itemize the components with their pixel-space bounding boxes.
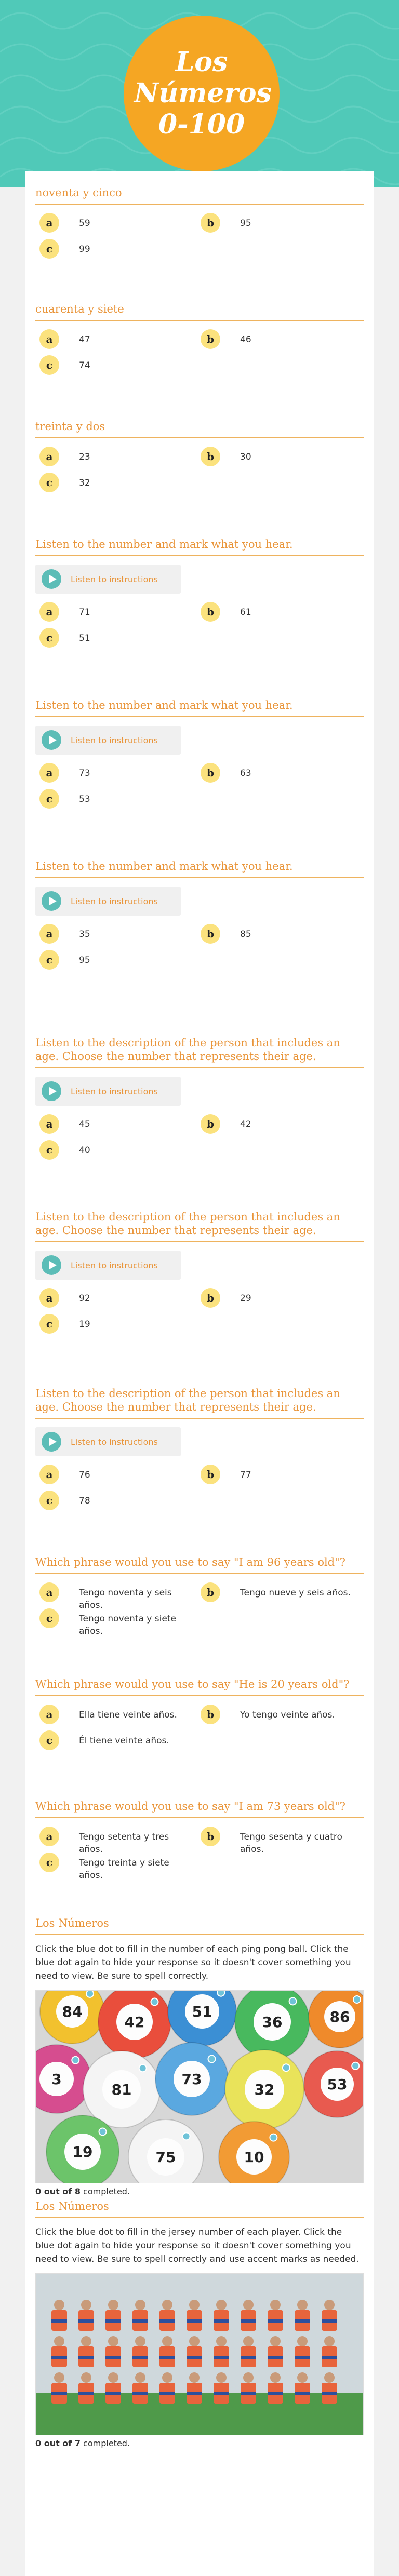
completion-status bbox=[35, 2438, 364, 2448]
answer-letter-badge: a bbox=[39, 213, 59, 233]
ping-pong-ball bbox=[98, 1991, 171, 2058]
answer-option-b[interactable] bbox=[201, 1582, 356, 1602]
answer-text: 32 bbox=[79, 478, 90, 488]
answer-letter-badge: b bbox=[201, 1114, 220, 1134]
ball-number: 51 bbox=[192, 2003, 212, 2020]
question-8 bbox=[35, 1210, 364, 1340]
question-5 bbox=[35, 699, 364, 815]
answer-option-a[interactable] bbox=[39, 1465, 195, 1484]
ball-number: 36 bbox=[262, 2014, 283, 2031]
listen-instructions-button[interactable] bbox=[35, 726, 181, 755]
answer-text: 51 bbox=[79, 633, 90, 643]
answer-text: 78 bbox=[79, 1496, 90, 1506]
answer-letter-badge: c bbox=[39, 1608, 59, 1628]
listen-instructions-button[interactable] bbox=[35, 1251, 181, 1280]
question-title: Listen to the number and mark what you hear. bbox=[35, 538, 364, 556]
answer-text: 99 bbox=[79, 244, 90, 254]
answer-text: 77 bbox=[240, 1470, 251, 1480]
answer-option-c[interactable] bbox=[39, 473, 195, 492]
answer-list bbox=[35, 213, 364, 265]
ping-pong-ball bbox=[304, 2051, 364, 2117]
answer-letter-badge: b bbox=[201, 213, 220, 233]
question-title: Which phrase would you use to say "I am 96 years old"? bbox=[35, 1555, 364, 1574]
completion-suffix: completed. bbox=[80, 2186, 130, 2196]
answer-text: Él tiene veinte años. bbox=[79, 1736, 169, 1746]
answer-letter-badge: b bbox=[201, 1465, 220, 1484]
listen-label: Listen to instructions bbox=[71, 735, 158, 745]
answer-letter-badge: c bbox=[39, 789, 59, 809]
answer-list bbox=[35, 329, 364, 381]
answer-letter-badge: b bbox=[201, 1827, 220, 1846]
answer-text: 74 bbox=[79, 360, 90, 371]
answer-option-b[interactable] bbox=[201, 447, 356, 466]
listen-instructions-button[interactable] bbox=[35, 565, 181, 594]
question-title: Listen to the number and mark what you hear. bbox=[35, 699, 364, 717]
blue-dot-hotspot[interactable] bbox=[270, 2134, 277, 2141]
answer-text: 61 bbox=[240, 607, 251, 618]
blue-dot-hotspot[interactable] bbox=[352, 2062, 359, 2070]
activity-1 bbox=[35, 1916, 364, 2196]
completion-count: 0 out of 8 bbox=[35, 2186, 81, 2196]
answer-option-b[interactable] bbox=[201, 1827, 356, 1856]
answer-option-a[interactable] bbox=[39, 329, 195, 349]
answer-text: 76 bbox=[79, 1470, 90, 1480]
answer-letter-badge: c bbox=[39, 628, 59, 648]
question-1 bbox=[35, 186, 364, 265]
answer-text: Tengo sesenta y cuatro años. bbox=[240, 1832, 342, 1855]
question-2 bbox=[35, 302, 364, 381]
ping-pong-ball bbox=[235, 1991, 310, 2059]
answer-letter-badge: a bbox=[39, 1705, 59, 1724]
answer-list bbox=[35, 924, 364, 976]
answer-option-c[interactable] bbox=[39, 1608, 195, 1638]
balls-illustration bbox=[36, 1991, 364, 2183]
activity-instructions: Click the blue dot to fill in the number of each ping pong ball. Click the blue dot again to hide your response so it doesn't cover something you need to view. Be sure to spell correctly. bbox=[35, 1944, 351, 1981]
answer-letter-badge: b bbox=[201, 329, 220, 349]
ball-number: 73 bbox=[181, 2071, 202, 2088]
listen-instructions-button[interactable] bbox=[35, 1077, 181, 1106]
answer-letter-badge: a bbox=[39, 1465, 59, 1484]
question-12 bbox=[35, 1800, 364, 1879]
answer-letter-badge: a bbox=[39, 1827, 59, 1846]
question-3 bbox=[35, 420, 364, 499]
answer-option-b[interactable] bbox=[201, 1465, 356, 1484]
answer-option-c[interactable] bbox=[39, 355, 195, 375]
answer-text: 19 bbox=[79, 1319, 90, 1330]
question-11 bbox=[35, 1678, 364, 1756]
ball-number: 86 bbox=[329, 2008, 350, 2025]
answer-list bbox=[35, 1114, 364, 1166]
question-7 bbox=[35, 1036, 364, 1166]
answer-letter-badge: b bbox=[201, 1705, 220, 1724]
answer-option-a[interactable] bbox=[39, 447, 195, 466]
blue-dot-hotspot[interactable] bbox=[283, 2064, 290, 2071]
answer-list bbox=[35, 602, 364, 654]
question-title: Listen to the description of the person that includes an age. Choose the number that represents their age. bbox=[35, 1387, 364, 1419]
question-4 bbox=[35, 538, 364, 654]
answer-text: Tengo noventa y siete años. bbox=[79, 1614, 176, 1636]
answer-text: 30 bbox=[240, 452, 251, 462]
answer-list bbox=[35, 1827, 364, 1879]
answer-option-a[interactable] bbox=[39, 1114, 195, 1134]
answer-text: 73 bbox=[79, 768, 90, 779]
answer-text: 47 bbox=[79, 334, 90, 345]
completion-count: 0 out of 7 bbox=[35, 2438, 81, 2448]
answer-text: 95 bbox=[240, 218, 251, 229]
play-icon bbox=[42, 1432, 61, 1452]
answer-letter-badge: a bbox=[39, 447, 59, 466]
ball-number: 3 bbox=[51, 2071, 62, 2088]
question-title: Which phrase would you use to say "He is 20 years old"? bbox=[35, 1678, 364, 1696]
ball-number: 81 bbox=[111, 2081, 132, 2098]
ping-pong-ball bbox=[83, 2051, 160, 2128]
blue-dot-hotspot[interactable] bbox=[353, 1996, 361, 2003]
play-icon bbox=[42, 891, 61, 911]
answer-text: 85 bbox=[240, 929, 251, 940]
question-title: Listen to the number and mark what you hear. bbox=[35, 860, 364, 878]
activity-instructions: Click the blue dot to fill in the jersey number of each player. Click the blue dot again to hide your response so it doesn't cover something you need to view. Be sure to spell correctly and use accent marks as needed. bbox=[35, 2227, 359, 2264]
listen-label: Listen to instructions bbox=[71, 574, 158, 584]
ball-number: 53 bbox=[327, 2076, 348, 2093]
play-icon bbox=[42, 569, 61, 589]
answer-option-a[interactable] bbox=[39, 763, 195, 783]
answer-option-b[interactable] bbox=[201, 763, 356, 783]
listen-instructions-button[interactable] bbox=[35, 887, 181, 916]
question-title: Listen to the description of the person that includes an age. Choose the number that represents their age. bbox=[35, 1036, 364, 1068]
activity-title: Los Números bbox=[35, 2199, 364, 2218]
listen-instructions-button[interactable] bbox=[35, 1427, 181, 1456]
answer-list bbox=[35, 1705, 364, 1756]
answer-option-c[interactable] bbox=[39, 1140, 195, 1160]
answer-text: 71 bbox=[79, 607, 90, 618]
ball-number: 42 bbox=[124, 2014, 145, 2031]
answer-letter-badge: c bbox=[39, 1853, 59, 1872]
answer-option-c[interactable] bbox=[39, 1730, 195, 1750]
answer-text: Tengo nueve y seis años. bbox=[240, 1588, 351, 1598]
play-icon bbox=[42, 730, 61, 750]
blue-dot-hotspot[interactable] bbox=[289, 1997, 297, 2005]
answer-list bbox=[35, 1582, 364, 1634]
answer-text: 40 bbox=[79, 1145, 90, 1156]
completion-status bbox=[35, 2186, 364, 2196]
answer-option-c[interactable] bbox=[39, 239, 195, 259]
answer-letter-badge: a bbox=[39, 1114, 59, 1134]
blue-dot-hotspot[interactable] bbox=[72, 2057, 79, 2064]
blue-dot-hotspot[interactable] bbox=[139, 2064, 147, 2072]
answer-text: 35 bbox=[79, 929, 90, 940]
answer-option-b[interactable] bbox=[201, 1705, 356, 1724]
ball-number: 84 bbox=[62, 2003, 83, 2020]
answer-text: 59 bbox=[79, 218, 90, 229]
answer-option-c[interactable] bbox=[39, 1853, 195, 1882]
answer-option-a[interactable] bbox=[39, 1705, 195, 1724]
soccer-team-image[interactable] bbox=[35, 2273, 364, 2435]
quiz-card bbox=[25, 171, 374, 2576]
answer-text: Yo tengo veinte años. bbox=[240, 1710, 335, 1720]
answer-letter-badge: c bbox=[39, 355, 59, 375]
answer-list bbox=[35, 1465, 364, 1517]
question-title: cuarenta y siete bbox=[35, 302, 364, 321]
answer-letter-badge: c bbox=[39, 473, 59, 492]
ping-pong-ball bbox=[46, 2115, 119, 2183]
answer-letter-badge: a bbox=[39, 602, 59, 622]
answer-letter-badge: b bbox=[201, 924, 220, 944]
answer-text: Tengo treinta y siete años. bbox=[79, 1858, 169, 1881]
blue-dot-hotspot[interactable] bbox=[217, 1991, 224, 1996]
listen-label: Listen to instructions bbox=[71, 1437, 158, 1447]
answer-letter-badge: c bbox=[39, 1140, 59, 1160]
title-circle bbox=[124, 16, 280, 171]
answer-option-b[interactable] bbox=[201, 924, 356, 944]
answer-option-a[interactable] bbox=[39, 1827, 195, 1856]
ping-pong-balls-image[interactable] bbox=[35, 1990, 364, 2183]
answer-text: 63 bbox=[240, 768, 251, 779]
play-icon bbox=[42, 1255, 61, 1275]
answer-letter-badge: b bbox=[201, 763, 220, 783]
answer-option-a[interactable] bbox=[39, 1582, 195, 1612]
answer-letter-badge: b bbox=[201, 1582, 220, 1602]
answer-letter-badge: a bbox=[39, 924, 59, 944]
answer-option-c[interactable] bbox=[39, 789, 195, 809]
answer-letter-badge: c bbox=[39, 239, 59, 259]
answer-option-c[interactable] bbox=[39, 950, 195, 970]
completion-suffix: completed. bbox=[80, 2438, 130, 2448]
answer-letter-badge: c bbox=[39, 1730, 59, 1750]
question-title: Listen to the description of the person that includes an age. Choose the number that represents their age. bbox=[35, 1210, 364, 1242]
question-10 bbox=[35, 1555, 364, 1634]
blue-dot-hotspot[interactable] bbox=[86, 1991, 94, 1997]
answer-option-b[interactable] bbox=[201, 213, 356, 233]
answer-text: 29 bbox=[240, 1293, 251, 1304]
answer-letter-badge: b bbox=[201, 447, 220, 466]
answer-letter-badge: c bbox=[39, 1491, 59, 1510]
answer-list bbox=[35, 1288, 364, 1340]
answer-text: 42 bbox=[240, 1119, 251, 1130]
answer-text: 23 bbox=[79, 452, 90, 462]
question-title: treinta y dos bbox=[35, 420, 364, 438]
answer-letter-badge: b bbox=[201, 1288, 220, 1308]
answer-text: Tengo noventa y seis años. bbox=[79, 1588, 172, 1611]
answer-list bbox=[35, 447, 364, 499]
question-title: Which phrase would you use to say "I am 73 years old"? bbox=[35, 1800, 364, 1818]
listen-label: Listen to instructions bbox=[71, 896, 158, 906]
blue-dot-hotspot[interactable] bbox=[99, 2128, 107, 2136]
question-title: noventa y cinco bbox=[35, 186, 364, 205]
listen-label: Listen to instructions bbox=[71, 1086, 158, 1096]
play-icon bbox=[42, 1081, 61, 1101]
answer-text: 92 bbox=[79, 1293, 90, 1304]
activity-2 bbox=[35, 2199, 364, 2448]
answer-text: 46 bbox=[240, 334, 251, 345]
answer-letter-badge: a bbox=[39, 329, 59, 349]
answer-option-c[interactable] bbox=[39, 628, 195, 648]
answer-list bbox=[35, 763, 364, 815]
blue-dot-hotspot[interactable] bbox=[151, 1998, 158, 2006]
answer-text: Tengo setenta y tres años. bbox=[79, 1832, 169, 1855]
answer-option-a[interactable] bbox=[39, 213, 195, 233]
answer-option-b[interactable] bbox=[201, 602, 356, 622]
answer-letter-badge: a bbox=[39, 1582, 59, 1602]
ball-number: 32 bbox=[254, 2081, 275, 2098]
question-9 bbox=[35, 1387, 364, 1517]
ping-pong-ball bbox=[225, 2050, 304, 2129]
answer-option-b[interactable] bbox=[201, 329, 356, 349]
answer-option-c[interactable] bbox=[39, 1314, 195, 1334]
answer-option-b[interactable] bbox=[201, 1114, 356, 1134]
listen-label: Listen to instructions bbox=[71, 1260, 158, 1270]
answer-text: Ella tiene veinte años. bbox=[79, 1710, 177, 1720]
answer-option-a[interactable] bbox=[39, 1288, 195, 1308]
ping-pong-ball bbox=[155, 2043, 228, 2115]
answer-option-a[interactable] bbox=[39, 602, 195, 622]
answer-text: 95 bbox=[79, 955, 90, 965]
ball-number: 19 bbox=[72, 2143, 93, 2161]
blue-dot-hotspot[interactable] bbox=[183, 2132, 190, 2140]
answer-option-b[interactable] bbox=[201, 1288, 356, 1308]
blue-dot-hotspot[interactable] bbox=[208, 2056, 216, 2063]
team-illustration bbox=[36, 2274, 364, 2435]
answer-letter-badge: a bbox=[39, 1288, 59, 1308]
answer-text: 53 bbox=[79, 794, 90, 804]
answer-letter-badge: c bbox=[39, 1314, 59, 1334]
question-6 bbox=[35, 860, 364, 976]
answer-option-a[interactable] bbox=[39, 924, 195, 944]
page-title: Los Números 0-100 bbox=[134, 46, 272, 140]
answer-letter-badge: a bbox=[39, 763, 59, 783]
answer-letter-badge: c bbox=[39, 950, 59, 970]
answer-option-c[interactable] bbox=[39, 1491, 195, 1510]
hero-banner bbox=[0, 0, 399, 187]
ball-number: 10 bbox=[244, 2149, 264, 2166]
answer-text: 45 bbox=[79, 1119, 90, 1130]
answer-letter-badge: b bbox=[201, 602, 220, 622]
activity-title: Los Números bbox=[35, 1916, 364, 1935]
ball-number: 75 bbox=[155, 2149, 176, 2166]
